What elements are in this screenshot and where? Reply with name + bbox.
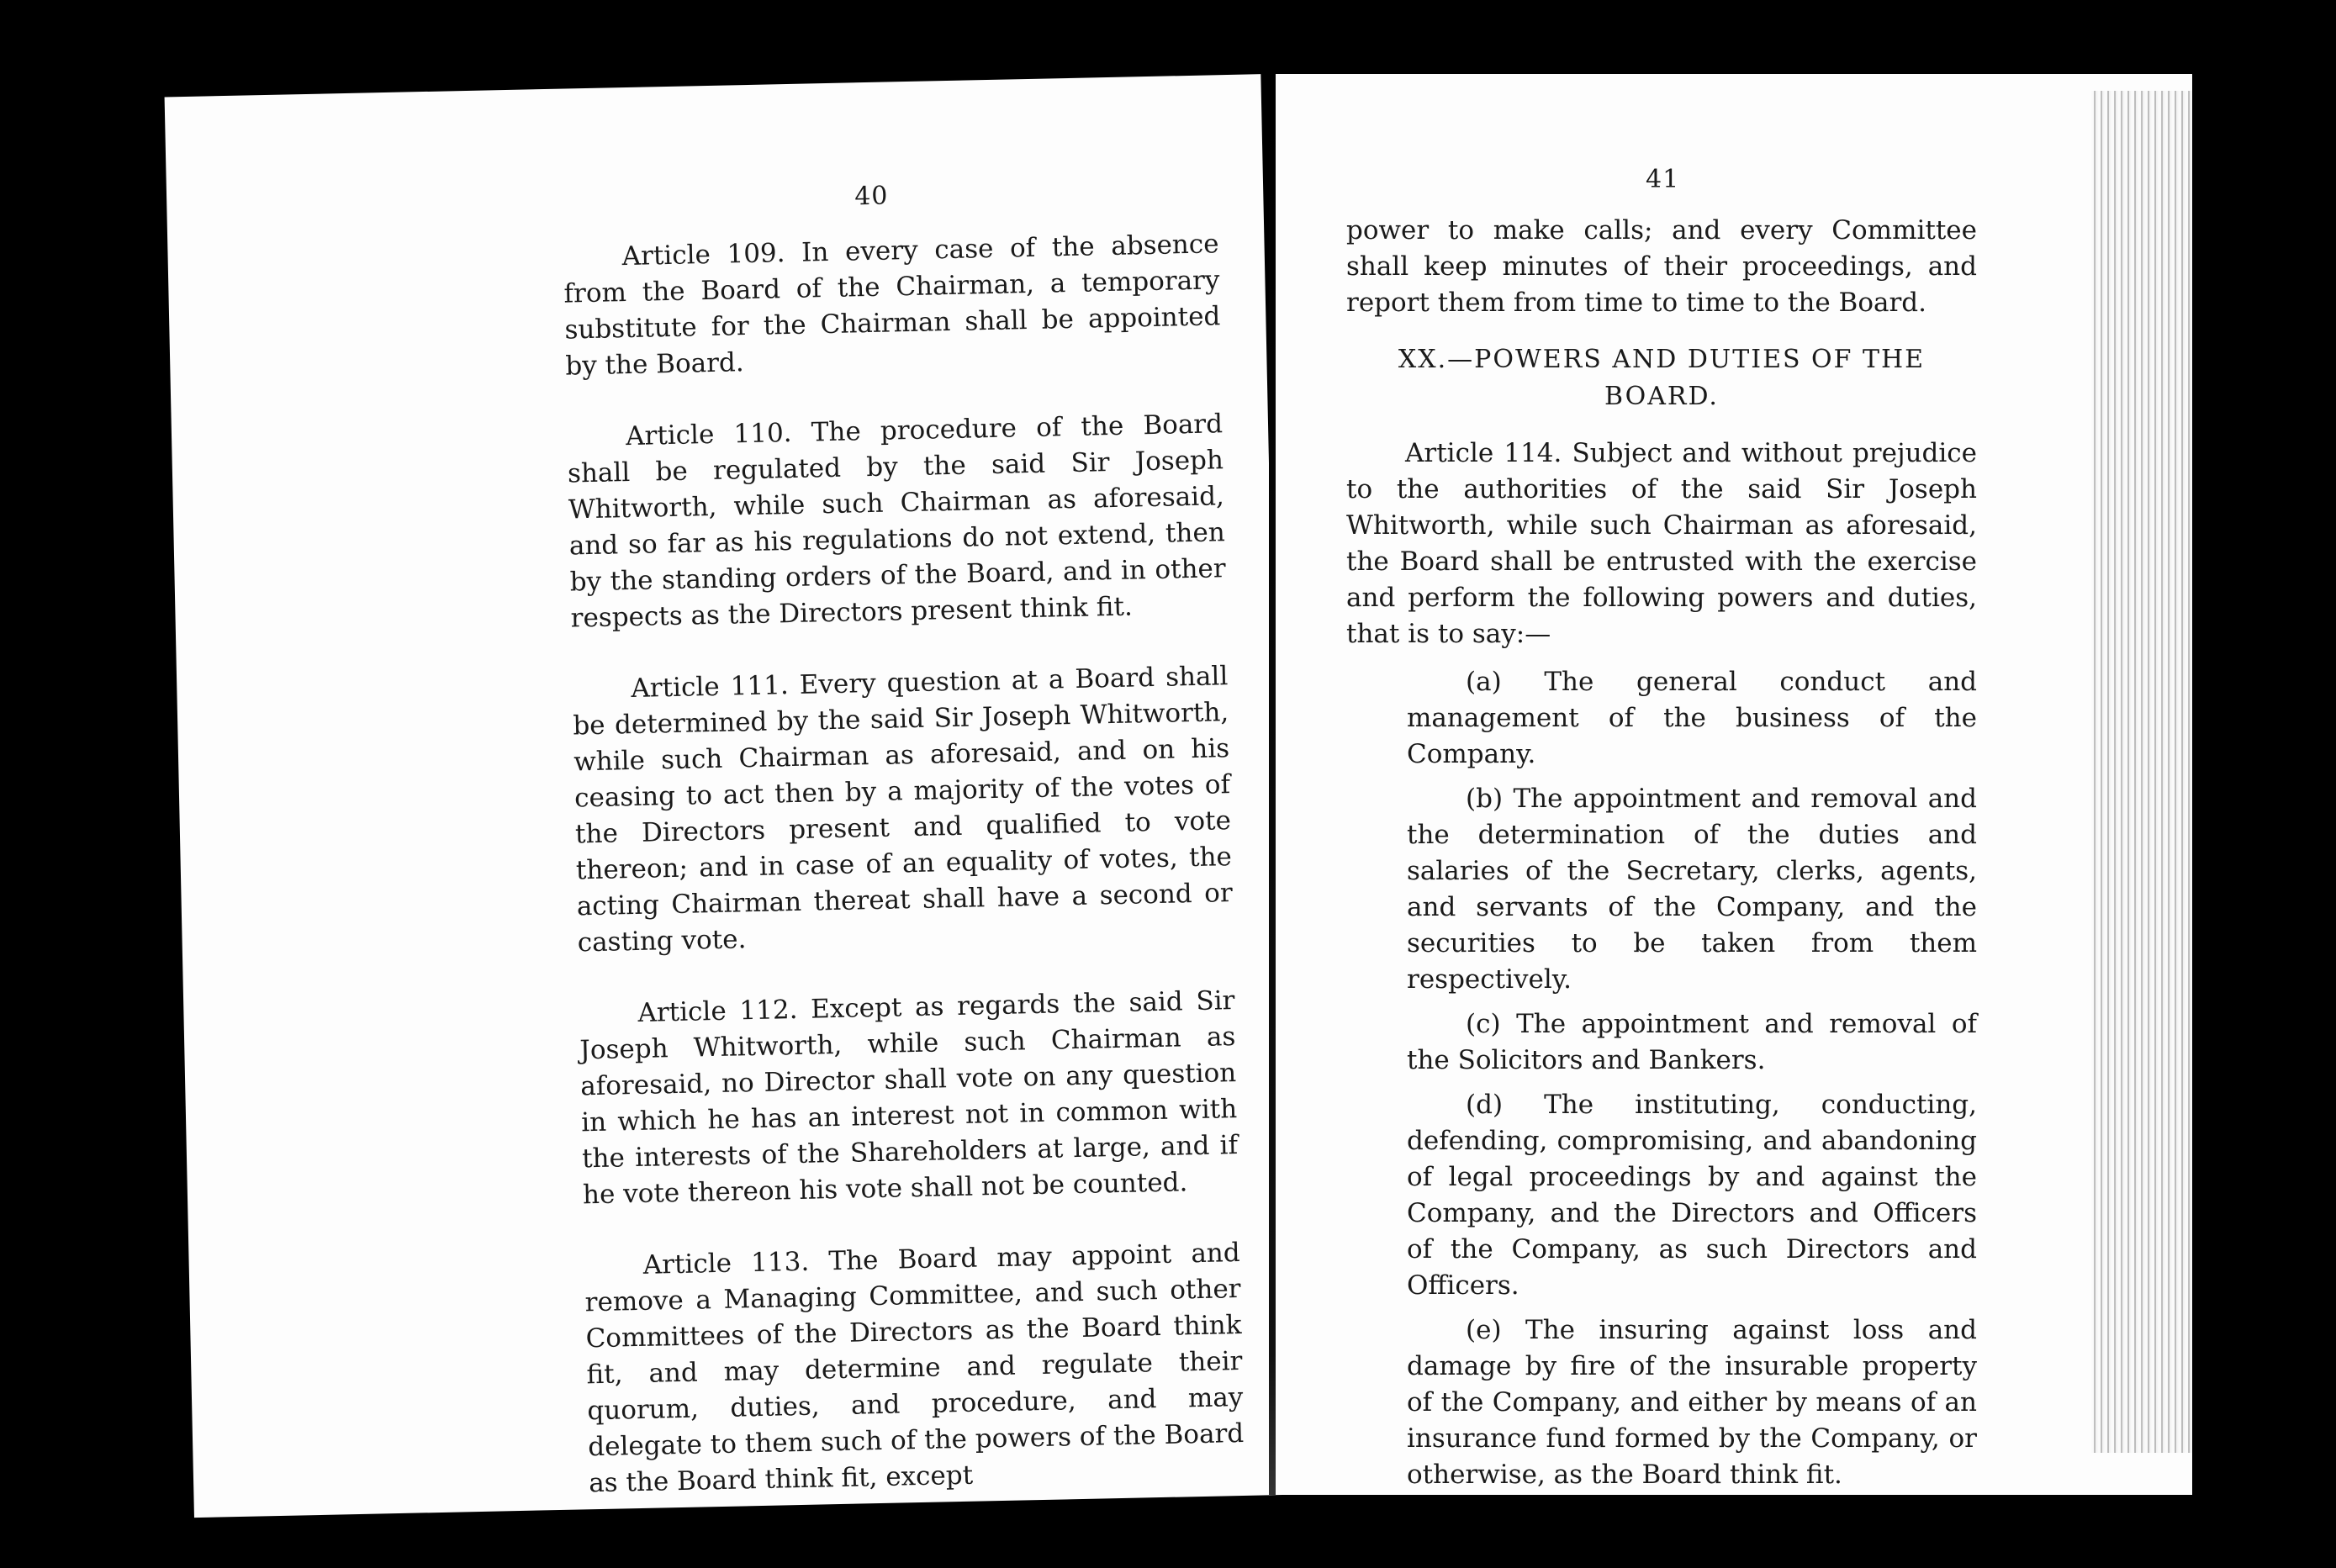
item-text: The insuring against loss and damage by fire of the insurable property of the Company, and either by means of an insurance fund formed by the Company, or otherwise, as the Board think fit. — [1407, 1315, 1977, 1490]
article-112: Article 112. Except as regards the said Sir Joseph Whitworth, while such Chairman as aforesaid, no Director shall vote on any question in which he has an interest not in common with the interests of the Shareholders at large, and if he vote thereon his vote shall not be counted. — [579, 985, 1239, 1211]
list-item — [1407, 1312, 1977, 1493]
article-110: Article 110. The procedure of the Board shall be regulated by the said Sir Joseph Whitworth, while such Chairman as aforesaid, and so far as his regulations do not extend, then by the standing orders of the Board, and in other respects as the Directors present think fit. — [567, 409, 1226, 634]
item-label: (a) — [1466, 667, 1502, 697]
page-number-left: 40 — [854, 181, 889, 212]
item-text: The appointment and removal of the Solicitors and Bankers. — [1407, 1009, 1977, 1075]
item-label: (e) — [1466, 1315, 1502, 1345]
article-111: Article 111. Every question at a Board shall be determined by the said Sir Joseph Whitworth, while such Chairman as aforesaid, and on his ceasing to act then by a majority of the votes of the Directors present and qualified to vote thereon; and in case of an equality of votes, the acting Chairman thereat shall have a second or casting vote. — [572, 661, 1234, 958]
item-text: The appointment and removal and the determination of the duties and salaries of the Secretary, clerks, agents, and servants of the Company, and the securities to be taken from them respectively. — [1407, 784, 1977, 995]
article-114: Article 114. Subject and without prejudice to the authorities of the said Sir Joseph Whitworth, while such Chairman as aforesaid, the Board shall be entrusted with the exercise and perform the following powers and duties, that is to say:— — [1346, 438, 1977, 649]
item-label: (d) — [1466, 1090, 1504, 1120]
left-page — [165, 74, 1291, 1518]
item-text: The general conduct and management of the business of the Company. — [1407, 667, 1977, 769]
list-item — [1407, 1006, 1977, 1079]
item-label: (b) — [1466, 784, 1504, 814]
book-spread — [179, 74, 2197, 1499]
right-page — [1276, 74, 2192, 1495]
right-text-block — [1346, 213, 1977, 1502]
left-text-block — [563, 226, 1245, 1537]
list-item — [1407, 1087, 1977, 1304]
section-heading: XX.—POWERS AND DUTIES OF THE BOARD. — [1398, 345, 1926, 411]
page-number-right: 41 — [1646, 165, 1680, 194]
item-text: The instituting, conducting, defending, compromising, and abandoning of legal proceedings by and against the Company, and the Directors and Officers of the Company, as such Directors and Officers. — [1407, 1090, 1977, 1301]
page-edge-stack — [2091, 91, 2192, 1453]
list-item — [1407, 664, 1977, 773]
item-label: (c) — [1466, 1009, 1501, 1039]
list-item — [1407, 781, 1977, 998]
article-113: Article 113. The Board may appoint and remove a Managing Committee, and such other Committees of the Directors as the Board think fit, and may determine and regulate their quorum, duties, and procedure, and may delegate to them such of the powers of the Board as the Board think fit, except — [584, 1238, 1245, 1499]
article-109: Article 109. In every case of the absence from the Board of the Chairman, a temporary substitute for the Chairman shall be appointed by the Board. — [563, 229, 1221, 382]
article-113-continuation: power to make calls; and every Committee shall keep minutes of their proceedings, and report them from time to time to the Board. — [1346, 215, 1977, 318]
